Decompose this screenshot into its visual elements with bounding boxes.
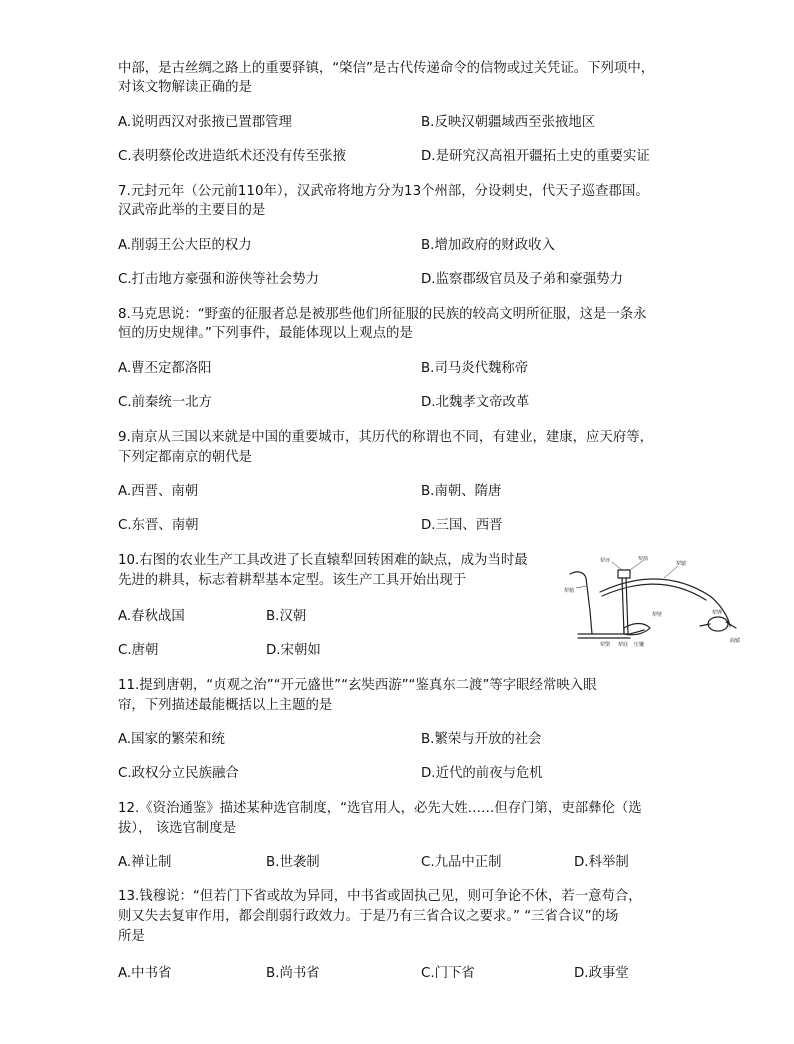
q11-option-d: D.近代的前夜与危机	[421, 766, 543, 781]
plow-label-3: 犁辕	[676, 561, 687, 567]
q13-stem-line3: 所是	[118, 929, 145, 944]
q7-option-b: B.增加政府的财政收入	[421, 238, 555, 253]
q13-stem-line2: 则又失去复审作用，都会削弱行政效力。于是乃有三省合议之要求。” “三省合议”的场	[118, 909, 619, 924]
q7-option-a: A.削弱王公大臣的权力	[118, 238, 252, 253]
q11-stem-line2: 帘，下列描述最能概括以上主题的是	[118, 698, 333, 713]
q9-stem-line2: 下列定都南京的朝代是	[118, 450, 252, 465]
q9-option-c: C.东晋、南朝	[118, 518, 199, 533]
q11-option-b: B.繁荣与开放的社会	[421, 732, 542, 747]
q8-option-a: A.曹丕定都洛阳	[118, 361, 212, 376]
curved-shaft-plow-icon	[560, 556, 750, 666]
q12-stem-line2: 拔）， 该选官制度是	[118, 821, 237, 836]
q12-option-b: B.世袭制	[266, 855, 320, 870]
plow-label-7: 压镵	[634, 642, 645, 648]
q11-option-a: A.国家的繁荣和统	[118, 732, 225, 747]
plow-label-1: 犁评	[600, 558, 611, 564]
q9-option-a: A.西晋、南朝	[118, 484, 199, 499]
q10-option-d: D.宋朝如	[266, 643, 321, 658]
q13-option-d: D.政事堂	[574, 966, 629, 981]
q11-option-c: C.政权分立民族融合	[118, 766, 239, 781]
q11-stem-line1: 11.提到唐朝，“贞观之治”“开元盛世”“玄奘西游”“鉴真东二渡”等字眼经常映入眼	[118, 678, 597, 693]
q6-option-c: C.表明蔡伦改进造纸术还没有传至张掖	[118, 149, 346, 164]
q12-stem-line1: 12.《资治通鉴》描述某种选官制度，“选官用人，必先大姓……但存门第，吏部彝伦（选	[118, 801, 642, 816]
q7-stem-line2: 汉武帝此举的主要目的是	[118, 203, 266, 218]
q12-option-a: A.禅让制	[118, 855, 172, 870]
q6-stem-line1: 中部，是古丝绸之路上的重要驿镇，“棨信”是古代传递命令的信物或过关凭证。下列项中，	[118, 61, 655, 76]
q10-option-b: B.汉朝	[266, 609, 307, 624]
q13-option-c: C.门下省	[421, 966, 475, 981]
q10-option-a: A.春秋战国	[118, 609, 185, 624]
q7-stem-line1: 7.元封元年（公元前110年），汉武帝将地方分为13个州部，分设刺史，代天子巡查郡国。	[118, 184, 649, 199]
q10-stem-line2: 先进的耕具，标志着耕犁基本定型。该生产工具开始出现于	[118, 573, 467, 588]
q8-stem-line2: 恒的历史规律。”下列事件，最能体现以上观点的是	[118, 326, 413, 341]
q7-option-d: D.监察郡级官员及子弟和豪强势力	[421, 272, 624, 287]
q8-stem-line1: 8.马克思说：“野蛮的征服者总是被那些他们所征服的民族的较高文明所征服，这是一条永	[118, 307, 647, 322]
q8-option-b: B.司马炎代魏称帝	[421, 361, 529, 376]
q10-option-c: C.唐朝	[118, 643, 159, 658]
q8-option-d: D.北魏孝文帝改革	[421, 395, 530, 410]
q6-option-a: A.说明西汉对张掖已置郡管理	[118, 115, 292, 130]
plow-label-2: 犁箭	[638, 556, 649, 562]
q9-option-d: D.三国、西晋	[421, 518, 503, 533]
plow-label-8: 犁壁	[652, 612, 663, 618]
plow-label-6: 犁底	[618, 642, 629, 648]
q9-stem-line1: 9.南京从三国以来就是中国的重要城市，其历代的称谓也不同，有建业，建康，应天府等，	[118, 430, 654, 445]
q6-stem-line2: 对该文物解读正确的是	[118, 80, 252, 95]
q10-stem-line1: 10.右图的农业生产工具改进了长直辕犁回转困难的缺点，成为当时最	[118, 553, 528, 568]
q8-option-c: C.前秦统一北方	[118, 395, 212, 410]
plow-label-10: 曲辕	[730, 638, 741, 644]
plow-label-4: 犁梢	[564, 588, 575, 594]
q9-option-b: B.南朝、隋唐	[421, 484, 502, 499]
plow-label-9: 犁铧	[712, 610, 723, 616]
q7-option-c: C.打击地方豪强和游侠等社会势力	[118, 272, 320, 287]
q12-option-d: D.科举制	[574, 855, 629, 870]
q12-option-c: C.九品中正制	[421, 855, 502, 870]
q6-option-d: D.是研究汉高祖开疆拓土史的重要实证	[421, 149, 650, 164]
plow-label-5: 犁槃	[600, 642, 611, 648]
q13-option-b: B.尚书省	[266, 966, 320, 981]
q13-stem-line1: 13.钱穆说：“但若门下省或故为异同，中书省或固执己见，则可争论不休，若一意苟合，	[118, 889, 642, 904]
q13-option-a: A.中书省	[118, 966, 172, 981]
q6-option-b: B.反映汉朝疆域西至张掖地区	[421, 115, 596, 130]
